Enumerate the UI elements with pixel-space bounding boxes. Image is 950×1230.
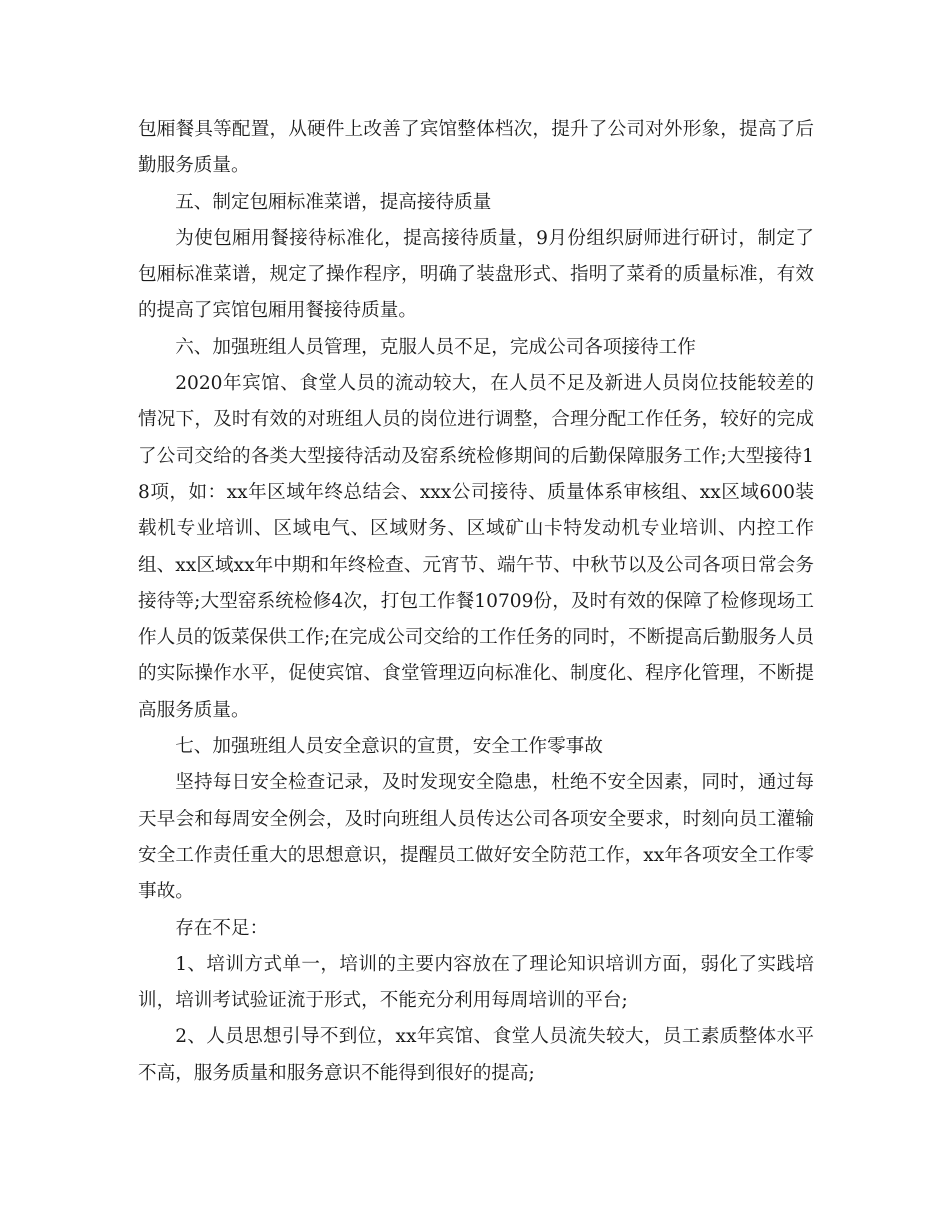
section-heading-7: 七、加强班组人员安全意识的宣贯，安全工作零事故 bbox=[175, 736, 603, 758]
paragraph-1: 包厢餐具等配置，从硬件上改善了宾馆整体档次，提升了公司对外形象，提高了后勤服务质量。 bbox=[138, 119, 814, 177]
document-body bbox=[138, 112, 814, 1092]
section-heading-6: 六、加强班组人员管理，克服人员不足，完成公司各项接待工作 bbox=[175, 336, 696, 358]
shortcoming-item-1: 1、培训方式单一，培训的主要内容放在了理论知识培训方面，弱化了实践培训，培训考试验证流于形式，不能充分利用每周培训的平台; bbox=[138, 953, 814, 1012]
paragraph-2: 为使包厢用餐接待标准化，提高接待质量，9月份组织厨师进行研讨，制定了包厢标准菜谱，规定了操作程序，明确了装盘形式、指明了菜肴的质量标准，有效的提高了宾馆包厢用餐接待质量。 bbox=[138, 227, 814, 322]
section-heading-5: 五、制定包厢标准菜谱，提高接待质量 bbox=[175, 191, 492, 213]
paragraph-3: 2020年宾馆、食堂人员的流动较大，在人员不足及新进人员岗位技能较差的情况下，及时有效的对班组人员的岗位进行调整，合理分配工作任务，较好的完成了公司交给的各类大型接待活动及窑系统检修期间的后勤保障服务工作;大型接待18项，如：xx年区域年终总结会、xxx公司接待、质量体系审核组、xx区域600装载机专业培训、区域电气、区域财务、区域矿山卡特发动机专业培训、内控工作组、xx区域xx年中期和年终检查、元宵节、端午节、中秋节以及公司各项日常会务接待等;大型窑系统检修4次，打包工作餐10709份，及时有效的保障了检修现场工作人员的饭菜保供工作;在完成公司交给的工作任务的同时，不断提高后勤服务人员的实际操作水平，促使宾馆、食堂管理迈向标准化、制度化、程序化管理，不断提高服务质量。 bbox=[138, 373, 814, 721]
paragraph-4: 坚持每日安全检查记录，及时发现安全隐患，杜绝不安全因素，同时，通过每天早会和每周安全例会，及时向班组人员传达公司各项安全要求，时刻向员工灌输安全工作责任重大的思想意识，提醒员工做好安全防范工作，xx年各项安全工作零事故。 bbox=[138, 772, 814, 903]
shortcoming-item-2: 2、人员思想引导不到位，xx年宾馆、食堂人员流失较大，员工素质整体水平不高，服务质量和服务意识不能得到很好的提高; bbox=[138, 1026, 814, 1084]
shortcomings-heading: 存在不足： bbox=[175, 917, 269, 939]
